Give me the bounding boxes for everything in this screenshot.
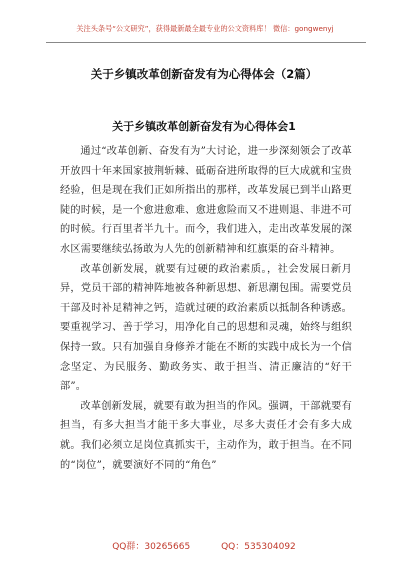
paragraph-3: 改革创新发展，就要有敢为担当的作风。强调，干部就要有担当，有多大担当才能干多大事业，尽多大责任才会有多大成就。我们必须立足岗位真抓实干，主动作为，敢于担当。在不同的“岗位”，就要演好不同的“角色” xyxy=(60,400,352,471)
header-divider xyxy=(46,42,366,43)
document-title: 关于乡镇改革创新奋发有为心得体会（2篇） xyxy=(90,67,318,81)
header-notice: 关注头条号“公文研究”，获得最新最全最专业的公文资料库！ 微信：gongwenyj xyxy=(76,24,334,33)
paragraph-2: 改革创新发展，就要有过硬的政治素质。，社会发展日新月异，党员干部的精神阵地被各种新思想、新思潮包围。需要党员干部及时补足精神之钙，造就过硬的政治素质以抵制各种诱惑。要重视学习、善于学习，用净化自己的思想和灵魂，始终与组织保持一致。只有加强自身修养才能在不断的实践中成长为一个信念坚定、为民服务、勤政务实、敢于担当、清正廉洁的“好干部”。 xyxy=(60,263,352,393)
paragraph-1: 通过“改革创新、奋发有为”大讨论，进一步深刻领会了改革开放四十年来国家披荆斩棘、砥砺奋进所取得的巨大成就和宝贵经验，但是现在我们正如所指出的那样，改革发展已到半山路更陡的时候，是一个愈进愈难、愈进愈险而又不进则退、非进不可的时候。行百里者半九十。而今，我们进入，走出改革发展的深水区需要继续弘扬敢为人先的创新精神和红旗渠的奋斗精神。 xyxy=(60,146,352,255)
document-body xyxy=(60,142,352,475)
footer xyxy=(0,539,408,552)
footer-qq-group: QQ群：30265665 xyxy=(112,542,191,552)
section-title: 关于乡镇改革创新奋发有为心得体会1 xyxy=(112,120,296,133)
footer-qq: QQ：535304092 xyxy=(221,542,296,552)
